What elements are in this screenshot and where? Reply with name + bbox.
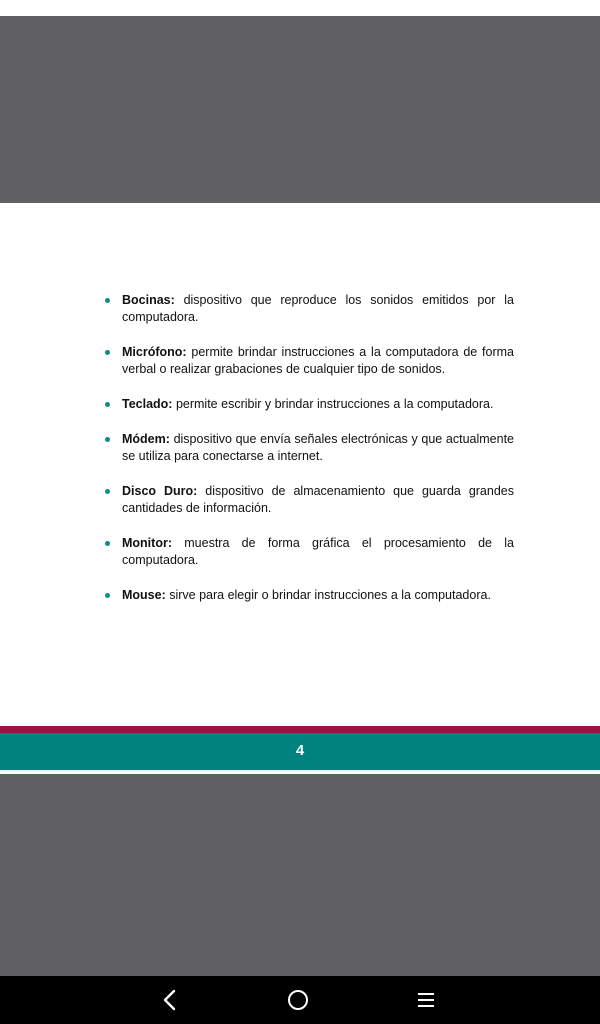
footer-divider: [0, 770, 600, 772]
bullet-icon: [105, 489, 110, 494]
page-footer: [0, 733, 600, 772]
list-item: [104, 535, 514, 569]
item-text: dispositivo de almacenamiento que guarda grandes cantidades de información.: [122, 484, 514, 515]
viewer-background-bottom: [0, 774, 600, 976]
bullet-icon: [105, 298, 110, 303]
menu-icon: [416, 991, 436, 1009]
item-text: permite brindar instrucciones a la computadora de forma verbal o realizar grabaciones de cualquier tipo de sonidos.: [122, 345, 514, 376]
list-item: [104, 483, 514, 517]
item-term: Módem:: [122, 432, 170, 446]
item-text: dispositivo que envía señales electrónicas y que actualmente se utiliza para conectarse a internet.: [122, 432, 514, 463]
item-term: Micrófono:: [122, 345, 187, 359]
bullet-icon: [105, 437, 110, 442]
item-term: Bocinas:: [122, 293, 175, 307]
bullet-icon: [105, 402, 110, 407]
item-term: Disco Duro:: [122, 484, 198, 498]
list-item: [104, 396, 514, 413]
page-number: 4: [295, 742, 305, 759]
list-item: [104, 431, 514, 465]
item-text: sirve para elegir o brindar instrucciones a la computadora.: [165, 588, 491, 602]
home-icon: [287, 989, 309, 1011]
bullet-icon: [105, 350, 110, 355]
back-button[interactable]: [154, 984, 186, 1016]
back-icon: [160, 989, 180, 1011]
menu-button[interactable]: [410, 984, 442, 1016]
item-term: Monitor:: [122, 536, 172, 550]
item-text: muestra de forma gráfica el procesamiento de la computadora.: [122, 536, 514, 567]
footer-stripe: [0, 726, 600, 733]
item-text: permite escribir y brindar instrucciones a la computadora.: [172, 397, 494, 411]
list-item: [104, 344, 514, 378]
item-term: Teclado:: [122, 397, 173, 411]
device-list: [104, 292, 514, 622]
viewer-background-top: [0, 16, 600, 203]
bullet-icon: [105, 541, 110, 546]
list-item: [104, 587, 514, 604]
system-navigation-bar: [0, 976, 600, 1024]
item-text: dispositivo que reproduce los sonidos emitidos por la computadora.: [122, 293, 514, 324]
list-item: [104, 292, 514, 326]
item-term: Mouse:: [122, 588, 166, 602]
bullet-icon: [105, 593, 110, 598]
document-page: [0, 203, 600, 726]
home-button[interactable]: [282, 984, 314, 1016]
